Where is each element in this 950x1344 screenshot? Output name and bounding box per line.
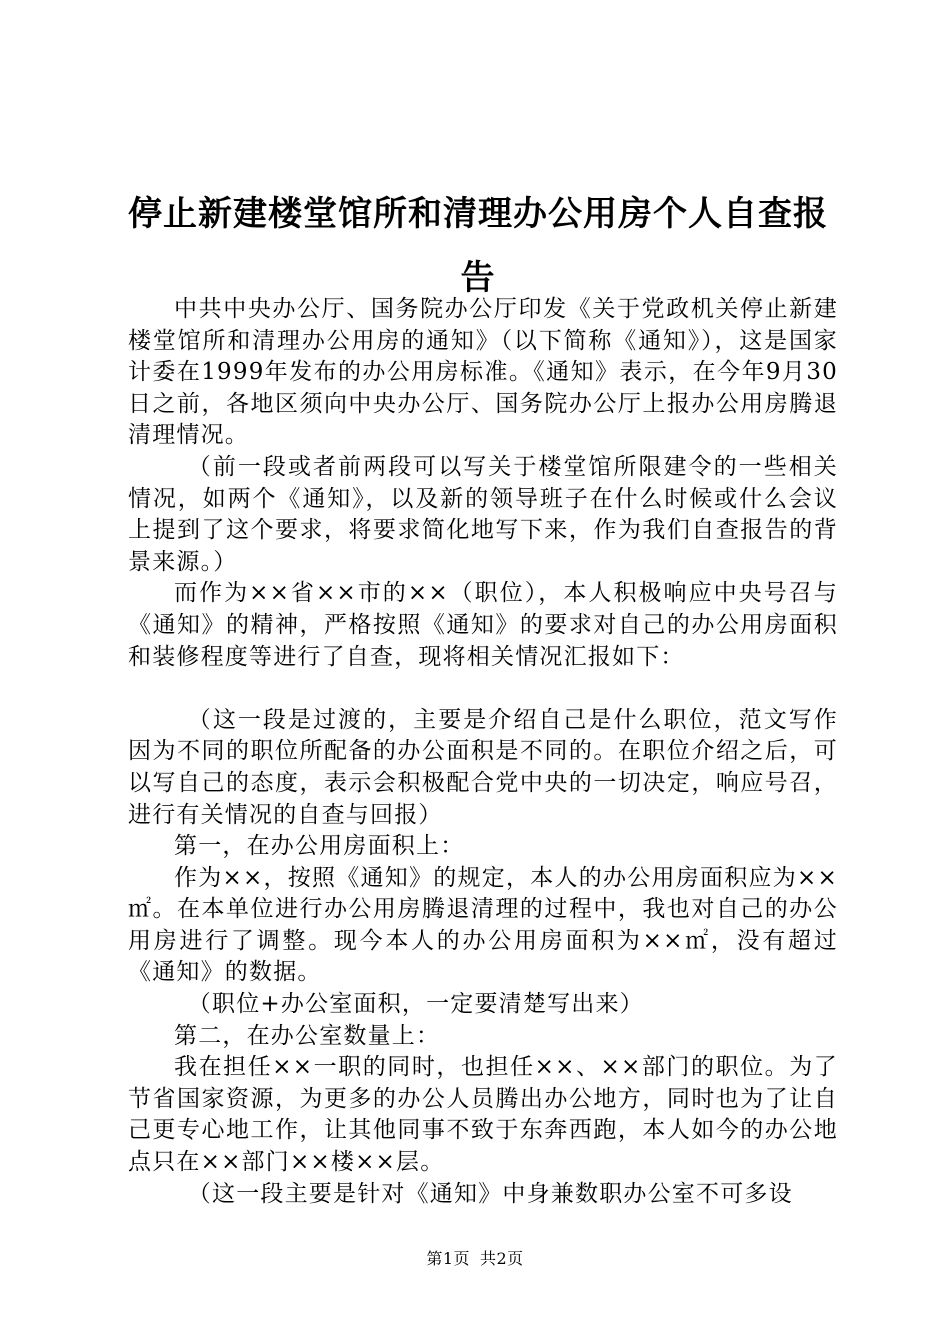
section-heading-area: 第一，在办公用房面积上： <box>174 833 465 860</box>
page-total: 共2页 <box>480 1249 524 1268</box>
paragraph-area: 作为××，按照《通知》的规定，本人的办公用房面积应为××㎡。在本单位进行办公用房腾退清理的过程中，我也对自己的办公用房进行了调整。现今本人的办公用房面积为××㎡，没有超过《通知》的数据。 <box>128 864 838 986</box>
document-body <box>128 294 838 1210</box>
paragraph-intro: 而作为××省××市的××（职位），本人积极响应中央号召与《通知》的精神，严格按照《通知》的要求对自己的办公用房面积和装修程度等进行了自查，现将相关情况汇报如下： <box>128 580 838 670</box>
paragraph-note-area: （职位+办公室面积，一定要清楚写出来） <box>187 991 644 1018</box>
page-footer <box>0 1246 950 1269</box>
paragraph-note-transition: （这一段是过渡的，主要是介绍自己是什么职位，范文写作因为不同的职位所配备的办公面积是不同的。在职位介绍之后，可以写自己的态度，表示会积极配合党中央的一切决定，响应号召，进行有关情况的自查与回报） <box>128 706 838 828</box>
paragraph-note-background: （前一段或者前两段可以写关于楼堂馆所限建令的一些相关情况，如两个《通知》，以及新的领导班子在什么时候或什么会议上提到了这个要求，将要求简化地写下来，作为我们自查报告的背景来源。） <box>128 453 838 575</box>
document-title: 停止新建楼堂馆所和清理办公用房个人自查报告 <box>128 194 828 298</box>
blank-line <box>128 673 838 705</box>
paragraph-background: 中共中央办公厅、国务院办公厅印发《关于党政机关停止新建楼堂馆所和清理办公用房的通知》（以下简称《通知》），这是国家计委在1999年发布的办公用房标准。《通知》表示，在今年9月30日之前，各地区须向中央办公厅、国务院办公厅上报办公用房腾退清理情况。 <box>128 296 838 449</box>
paragraph-note-count: （这一段主要是针对《通知》中身兼数职办公室不可多设 <box>187 1180 793 1207</box>
paragraph-count: 我在担任××一职的同时，也担任××、××部门的职位。为了节省国家资源，为更多的办公人员腾出办公地方，同时也为了让自己更专心地工作，让其他同事不致于东奔西跑，本人如今的办公地点只在××部门××楼××层。 <box>128 1054 838 1176</box>
page-number: 第1页 <box>426 1249 470 1268</box>
section-heading-count: 第二，在办公室数量上： <box>174 1022 441 1049</box>
